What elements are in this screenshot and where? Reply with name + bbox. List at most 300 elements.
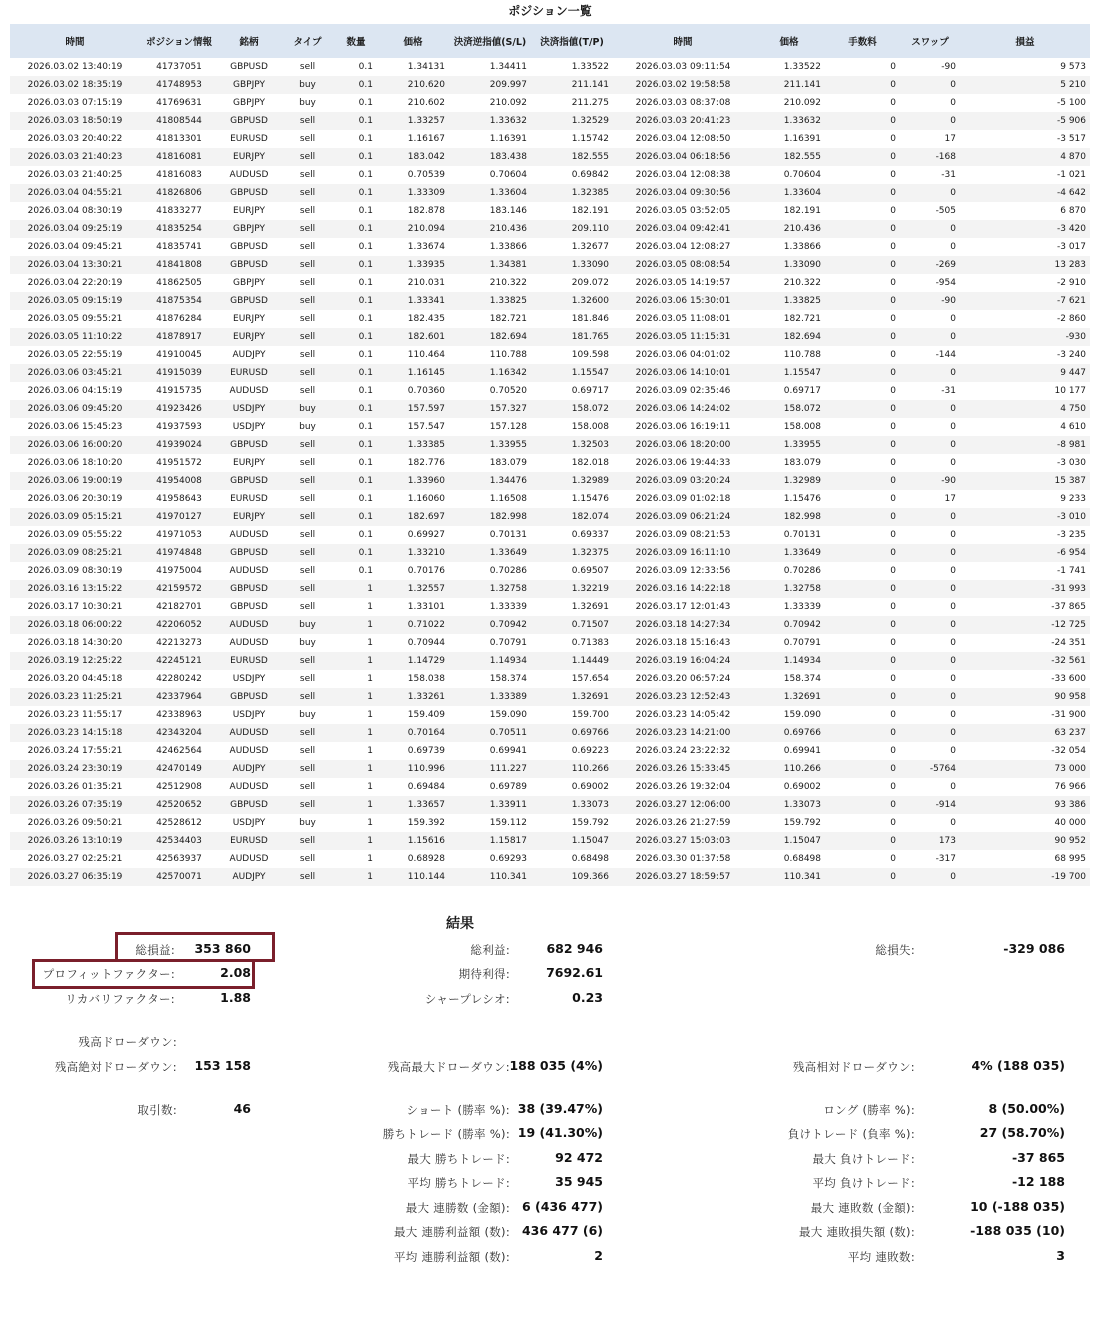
cell-close-time: 2026.03.09 12:33:56 bbox=[635, 566, 731, 576]
cell-position-id: 41835254 bbox=[140, 220, 218, 238]
cell-type: sell bbox=[280, 544, 335, 562]
cell-open-price: 1.33341 bbox=[377, 292, 449, 310]
cell-type: sell bbox=[299, 350, 316, 360]
col-header-close-price[interactable]: 価格 bbox=[753, 24, 825, 58]
cell-type: buy bbox=[299, 710, 316, 720]
table-row[interactable] bbox=[10, 778, 1090, 796]
cell-swap: 0 bbox=[900, 220, 960, 238]
cell-open-price: 159.392 bbox=[407, 818, 445, 828]
average-profit-trade-value: 35 945 bbox=[555, 1174, 603, 1189]
cell-swap: 0 bbox=[900, 364, 960, 382]
cell-open-time: 2026.03.06 15:45:23 bbox=[27, 422, 123, 432]
cell-open-price: 0.69739 bbox=[407, 746, 445, 756]
table-row[interactable] bbox=[10, 256, 1090, 274]
cell-open-price: 0.69927 bbox=[407, 530, 445, 540]
cell-symbol: GBPUSD bbox=[230, 62, 268, 72]
cell-symbol: AUDUSD bbox=[229, 530, 269, 540]
max-consecutive-wins-value: 6 (436 477) bbox=[521, 1199, 603, 1214]
cell-open-time: 2026.03.24 17:55:21 bbox=[27, 746, 123, 756]
sharpe-ratio-label: シャープレシオ: bbox=[424, 992, 510, 1006]
cell-type: sell bbox=[280, 436, 335, 454]
cell-swap: -168 bbox=[900, 148, 960, 166]
cell-symbol: EURUSD bbox=[230, 494, 268, 504]
cell-open-time: 2026.03.09 05:55:22 bbox=[27, 530, 123, 540]
cell-close-time: 2026.03.06 14:24:02 bbox=[613, 400, 753, 418]
cell-close-price: 158.374 bbox=[783, 674, 821, 684]
cell-type: sell bbox=[299, 566, 316, 576]
cell-close-time: 2026.03.06 16:19:11 bbox=[635, 422, 731, 432]
table-row[interactable] bbox=[10, 76, 1090, 94]
cell-close-time: 2026.03.17 12:01:43 bbox=[635, 602, 731, 612]
cell-swap: 0 bbox=[900, 400, 960, 418]
short-trades-value: 38 (39.47%) bbox=[517, 1101, 603, 1116]
table-row[interactable] bbox=[10, 814, 1090, 832]
max-consecutive-losses-label: 最大 連敗数 (金額): bbox=[810, 1201, 915, 1215]
cell-type: sell bbox=[280, 148, 335, 166]
col-header-symbol[interactable]: 銘柄 bbox=[218, 24, 280, 58]
cell-swap: -31 bbox=[941, 386, 956, 396]
cell-close-time: 2026.03.27 18:59:57 bbox=[613, 868, 753, 886]
cell-position-id: 41915039 bbox=[140, 364, 218, 382]
cell-position-id: 41813301 bbox=[156, 134, 202, 144]
cell-stop-loss: 1.33649 bbox=[449, 544, 531, 562]
table-row[interactable] bbox=[10, 364, 1090, 382]
cell-symbol: AUDJPY bbox=[218, 760, 280, 778]
cell-take-profit: 1.32385 bbox=[531, 184, 613, 202]
cell-take-profit: 0.69507 bbox=[571, 566, 609, 576]
cell-symbol: EURUSD bbox=[218, 652, 280, 670]
table-row[interactable] bbox=[10, 796, 1090, 814]
cell-profit: 90 958 bbox=[960, 688, 1090, 706]
table-row[interactable] bbox=[10, 616, 1090, 634]
table-row[interactable] bbox=[10, 526, 1090, 544]
cell-take-profit: 0.69842 bbox=[571, 170, 609, 180]
cell-stop-loss: 110.341 bbox=[449, 868, 531, 886]
cell-volume: 0.1 bbox=[335, 76, 377, 94]
cell-type: sell bbox=[299, 602, 316, 612]
table-row[interactable] bbox=[10, 148, 1090, 166]
cell-swap: -505 bbox=[935, 206, 956, 216]
cell-profit: 6 870 bbox=[1060, 206, 1086, 216]
cell-close-price: 1.32989 bbox=[753, 472, 825, 490]
cell-stop-loss: 1.16508 bbox=[489, 494, 527, 504]
cell-open-price: 1.33385 bbox=[377, 436, 449, 454]
cell-swap: 0 bbox=[950, 746, 956, 756]
cell-profit: -5 906 bbox=[960, 112, 1090, 130]
cell-swap: -31 bbox=[941, 170, 956, 180]
cell-swap: 0 bbox=[950, 458, 956, 468]
cell-volume: 0.1 bbox=[335, 328, 377, 346]
cell-profit: 5 210 bbox=[960, 76, 1090, 94]
long-trades-label: ロング (勝率 %): bbox=[823, 1103, 915, 1117]
cell-close-price: 1.33073 bbox=[753, 796, 825, 814]
cell-position-id: 41816081 bbox=[140, 148, 218, 166]
table-row[interactable] bbox=[10, 652, 1090, 670]
table-row[interactable] bbox=[10, 220, 1090, 238]
cell-close-price: 0.70131 bbox=[783, 530, 821, 540]
cell-take-profit: 0.71507 bbox=[531, 616, 613, 634]
cell-commission: 0 bbox=[825, 868, 900, 886]
cell-volume: 0.1 bbox=[358, 314, 373, 324]
cell-close-time: 2026.03.05 14:19:57 bbox=[635, 278, 731, 288]
cell-take-profit: 109.598 bbox=[571, 350, 609, 360]
table-row[interactable] bbox=[10, 508, 1090, 526]
average-consecutive-losses-label: 平均 連敗数: bbox=[847, 1250, 915, 1264]
cell-type: sell bbox=[299, 242, 316, 252]
cell-open-price: 183.042 bbox=[377, 148, 449, 166]
cell-commission: 0 bbox=[825, 544, 900, 562]
table-row[interactable] bbox=[10, 94, 1090, 112]
cell-stop-loss: 0.70511 bbox=[449, 724, 531, 742]
table-row[interactable] bbox=[10, 544, 1090, 562]
largest-profit-trade-value: 92 472 bbox=[555, 1150, 603, 1165]
cell-open-price: 1.33101 bbox=[407, 602, 445, 612]
cell-open-time: 2026.03.06 18:10:20 bbox=[27, 458, 123, 468]
cell-symbol: USDJPY bbox=[232, 422, 266, 432]
cell-swap: -269 bbox=[900, 256, 960, 274]
table-row[interactable] bbox=[10, 400, 1090, 418]
cell-symbol: EURUSD bbox=[218, 832, 280, 850]
table-row[interactable] bbox=[10, 850, 1090, 868]
cell-position-id: 41915735 bbox=[156, 386, 202, 396]
table-row[interactable] bbox=[10, 472, 1090, 490]
cell-profit: -6 954 bbox=[960, 544, 1090, 562]
cell-take-profit: 0.69337 bbox=[571, 530, 609, 540]
cell-swap: 0 bbox=[950, 242, 956, 252]
table-row[interactable] bbox=[10, 202, 1090, 220]
cell-commission: 0 bbox=[825, 148, 900, 166]
cell-type: buy bbox=[280, 616, 335, 634]
cell-profit: 13 283 bbox=[960, 256, 1090, 274]
cell-close-price: 182.694 bbox=[753, 328, 825, 346]
table-row[interactable] bbox=[10, 58, 1090, 76]
cell-stop-loss: 1.32758 bbox=[449, 580, 531, 598]
cell-close-price: 159.090 bbox=[783, 710, 821, 720]
cell-take-profit: 0.68498 bbox=[571, 854, 609, 864]
cell-close-price: 0.70942 bbox=[753, 616, 825, 634]
table-row[interactable] bbox=[10, 760, 1090, 778]
cell-stop-loss: 1.14934 bbox=[449, 652, 531, 670]
cell-type: sell bbox=[280, 652, 335, 670]
table-row[interactable] bbox=[10, 130, 1090, 148]
cell-type: sell bbox=[299, 494, 316, 504]
cell-position-id: 42245121 bbox=[140, 652, 218, 670]
table-row[interactable] bbox=[10, 634, 1090, 652]
cell-stop-loss: 157.327 bbox=[449, 400, 531, 418]
cell-type: sell bbox=[299, 206, 316, 216]
cell-open-price: 182.697 bbox=[377, 508, 449, 526]
cell-profit: -7 621 bbox=[960, 292, 1090, 310]
cell-close-price: 0.69717 bbox=[783, 386, 821, 396]
table-row[interactable] bbox=[10, 868, 1090, 886]
col-header-stop-loss[interactable]: 決済逆指値(S/L) bbox=[449, 24, 531, 58]
table-row[interactable] bbox=[10, 328, 1090, 346]
table-row[interactable] bbox=[10, 562, 1090, 580]
cell-open-time: 2026.03.03 18:50:19 bbox=[10, 112, 140, 130]
cell-open-price: 157.597 bbox=[377, 400, 449, 418]
average-consecutive-wins-label: 平均 連勝利益額 (数): bbox=[393, 1250, 510, 1264]
cell-open-price: 0.69484 bbox=[407, 782, 445, 792]
cell-take-profit: 159.700 bbox=[571, 710, 609, 720]
cell-close-price: 182.191 bbox=[783, 206, 821, 216]
cell-position-id: 41923426 bbox=[140, 400, 218, 418]
table-row[interactable] bbox=[10, 724, 1090, 742]
cell-position-id: 41835741 bbox=[156, 242, 202, 252]
cell-close-time: 2026.03.09 02:35:46 bbox=[635, 386, 731, 396]
cell-close-time: 2026.03.27 12:06:00 bbox=[613, 796, 753, 814]
cell-type: sell bbox=[280, 112, 335, 130]
total-net-profit-value: 353 860 bbox=[194, 941, 251, 956]
cell-symbol: GBPUSD bbox=[218, 256, 280, 274]
cell-volume: 0.1 bbox=[358, 62, 373, 72]
table-header-row bbox=[10, 24, 1090, 58]
cell-position-id: 42462564 bbox=[156, 746, 202, 756]
table-row[interactable] bbox=[10, 454, 1090, 472]
cell-symbol: GBPJPY bbox=[233, 278, 265, 288]
cell-take-profit: 1.32989 bbox=[531, 472, 613, 490]
cell-type: buy bbox=[299, 818, 316, 828]
cell-position-id: 41816083 bbox=[156, 170, 202, 180]
cell-stop-loss: 183.146 bbox=[489, 206, 527, 216]
cell-symbol: AUDJPY bbox=[232, 350, 266, 360]
cell-symbol: EURJPY bbox=[233, 314, 265, 324]
cell-stop-loss: 0.70520 bbox=[489, 386, 527, 396]
cell-take-profit: 182.191 bbox=[571, 206, 609, 216]
cell-stop-loss: 0.70286 bbox=[489, 566, 527, 576]
cell-close-time: 2026.03.04 09:42:41 bbox=[613, 220, 753, 238]
cell-position-id: 42520652 bbox=[140, 796, 218, 814]
col-header-open-time[interactable]: 時間 bbox=[10, 24, 140, 58]
cell-position-id: 41971053 bbox=[156, 530, 202, 540]
cell-open-price: 0.70176 bbox=[407, 566, 445, 576]
cell-stop-loss: 1.34381 bbox=[449, 256, 531, 274]
cell-volume: 1 bbox=[335, 760, 377, 778]
cell-symbol: GBPUSD bbox=[218, 436, 280, 454]
cell-swap: -90 bbox=[941, 62, 956, 72]
cell-profit: -33 600 bbox=[1051, 674, 1086, 684]
table-row[interactable] bbox=[10, 166, 1090, 184]
cell-type: sell bbox=[280, 580, 335, 598]
table-row[interactable] bbox=[10, 688, 1090, 706]
cell-open-time: 2026.03.04 09:25:19 bbox=[10, 220, 140, 238]
cell-swap: 0 bbox=[900, 544, 960, 562]
cell-symbol: AUDUSD bbox=[229, 746, 269, 756]
cell-close-price: 182.555 bbox=[753, 148, 825, 166]
cell-volume: 0.1 bbox=[358, 458, 373, 468]
cell-stop-loss: 1.33825 bbox=[449, 292, 531, 310]
cell-swap: 17 bbox=[944, 494, 956, 504]
cell-symbol: AUDUSD bbox=[229, 566, 269, 576]
col-header-commission[interactable]: 手数料 bbox=[825, 24, 900, 58]
cell-open-price: 1.33674 bbox=[407, 242, 445, 252]
cell-position-id: 41958643 bbox=[156, 494, 202, 504]
cell-position-id: 42528612 bbox=[156, 818, 202, 828]
cell-type: buy bbox=[299, 422, 316, 432]
cell-symbol: EURJPY bbox=[233, 458, 265, 468]
average-loss-trade-label: 平均 負けトレード: bbox=[812, 1176, 915, 1190]
table-row[interactable] bbox=[10, 670, 1090, 688]
cell-close-price: 1.33604 bbox=[753, 184, 825, 202]
cell-open-price: 110.996 bbox=[377, 760, 449, 778]
table-row[interactable] bbox=[10, 184, 1090, 202]
cell-profit: -1 741 bbox=[1056, 566, 1086, 576]
cell-stop-loss: 1.33955 bbox=[449, 436, 531, 454]
cell-stop-loss: 1.33339 bbox=[489, 602, 527, 612]
cell-take-profit: 1.32503 bbox=[531, 436, 613, 454]
cell-symbol: GBPJPY bbox=[218, 220, 280, 238]
cell-commission: 0 bbox=[890, 170, 896, 180]
cell-swap: 0 bbox=[900, 616, 960, 634]
cell-stop-loss: 1.33632 bbox=[449, 112, 531, 130]
cell-volume: 0.1 bbox=[335, 544, 377, 562]
cell-volume: 1 bbox=[335, 868, 377, 886]
cell-close-price: 0.69766 bbox=[753, 724, 825, 742]
table-row[interactable] bbox=[10, 598, 1090, 616]
col-header-swap[interactable]: スワップ bbox=[900, 24, 960, 58]
cell-volume: 0.1 bbox=[358, 134, 373, 144]
cell-position-id: 41951572 bbox=[156, 458, 202, 468]
cell-commission: 0 bbox=[825, 184, 900, 202]
cell-commission: 0 bbox=[825, 652, 900, 670]
cell-take-profit: 1.15047 bbox=[531, 832, 613, 850]
cell-open-time: 2026.03.06 20:30:19 bbox=[27, 494, 123, 504]
cell-close-time: 2026.03.09 03:20:24 bbox=[613, 472, 753, 490]
table-row[interactable] bbox=[10, 382, 1090, 400]
table-row[interactable] bbox=[10, 238, 1090, 256]
cell-close-price: 210.322 bbox=[783, 278, 821, 288]
cell-stop-loss: 0.70942 bbox=[449, 616, 531, 634]
cell-type: sell bbox=[299, 314, 316, 324]
table-row[interactable] bbox=[10, 310, 1090, 328]
short-trades-label: ショート (勝率 %): bbox=[406, 1103, 510, 1117]
cell-open-price: 159.409 bbox=[407, 710, 445, 720]
cell-symbol: GBPUSD bbox=[230, 602, 268, 612]
table-row[interactable] bbox=[10, 346, 1090, 364]
cell-close-time: 2026.03.06 15:30:01 bbox=[613, 292, 753, 310]
cell-open-price: 1.33657 bbox=[377, 796, 449, 814]
table-row[interactable] bbox=[10, 436, 1090, 454]
cell-stop-loss: 1.16342 bbox=[449, 364, 531, 382]
cell-commission: 0 bbox=[825, 220, 900, 238]
cell-open-price: 0.70539 bbox=[407, 170, 445, 180]
cell-position-id: 41875354 bbox=[140, 292, 218, 310]
max-consecutive-wins-label: 最大 連勝数 (金額): bbox=[405, 1201, 510, 1215]
cell-profit: -3 010 bbox=[960, 508, 1090, 526]
cell-symbol: AUDUSD bbox=[229, 386, 269, 396]
table-row[interactable] bbox=[10, 418, 1090, 436]
cell-take-profit: 157.654 bbox=[571, 674, 609, 684]
results-title: 結果 bbox=[446, 916, 474, 932]
cell-close-time: 2026.03.19 16:04:24 bbox=[613, 652, 753, 670]
cell-take-profit: 1.32529 bbox=[531, 112, 613, 130]
table-row[interactable] bbox=[10, 112, 1090, 130]
cell-position-id: 41862505 bbox=[156, 278, 202, 288]
cell-profit: -3 030 bbox=[1056, 458, 1086, 468]
cell-open-time: 2026.03.24 23:30:19 bbox=[10, 760, 140, 778]
cell-open-time: 2026.03.20 04:45:18 bbox=[27, 674, 123, 684]
cell-profit: -3 517 bbox=[1056, 134, 1086, 144]
cell-take-profit: 1.33522 bbox=[571, 62, 609, 72]
cell-profit: 40 000 bbox=[1054, 818, 1086, 828]
cell-volume: 0.1 bbox=[335, 184, 377, 202]
cell-open-time: 2026.03.03 21:40:23 bbox=[10, 148, 140, 166]
col-header-volume[interactable]: 数量 bbox=[335, 24, 377, 58]
cell-stop-loss: 1.33389 bbox=[449, 688, 531, 706]
cell-close-time: 2026.03.04 12:08:38 bbox=[635, 170, 731, 180]
table-row[interactable] bbox=[10, 706, 1090, 724]
cell-open-price: 110.464 bbox=[407, 350, 445, 360]
cell-position-id: 41833277 bbox=[156, 206, 202, 216]
cell-close-time: 2026.03.04 12:08:27 bbox=[635, 242, 731, 252]
gross-profit-label: 総利益: bbox=[470, 943, 510, 957]
cell-profit: 10 177 bbox=[1054, 386, 1086, 396]
cell-close-price: 0.69941 bbox=[783, 746, 821, 756]
cell-take-profit: 1.14449 bbox=[531, 652, 613, 670]
cell-commission: 0 bbox=[890, 278, 896, 288]
cell-commission: 0 bbox=[890, 638, 896, 648]
cell-stop-loss: 110.788 bbox=[489, 350, 527, 360]
cell-volume: 0.1 bbox=[358, 242, 373, 252]
cell-commission: 0 bbox=[825, 256, 900, 274]
table-row[interactable] bbox=[10, 490, 1090, 508]
cell-profit: -3 420 bbox=[960, 220, 1090, 238]
cell-close-time: 2026.03.05 11:08:01 bbox=[635, 314, 731, 324]
cell-swap: -144 bbox=[935, 350, 956, 360]
cell-position-id: 42159572 bbox=[140, 580, 218, 598]
cell-close-time: 2026.03.24 23:22:32 bbox=[635, 746, 731, 756]
cell-stop-loss: 0.69789 bbox=[489, 782, 527, 792]
cell-close-price: 1.33955 bbox=[753, 436, 825, 454]
cell-stop-loss: 210.322 bbox=[489, 278, 527, 288]
col-header-position[interactable]: ポジション情報 bbox=[140, 24, 218, 58]
recovery-factor-label: リカバリファクター: bbox=[65, 992, 175, 1006]
balance-dd-maximal-value: 188 035 (4%) bbox=[509, 1058, 603, 1073]
cell-volume: 1 bbox=[367, 638, 373, 648]
cell-close-time: 2026.03.09 08:21:53 bbox=[635, 530, 731, 540]
recovery-factor-value: 1.88 bbox=[220, 990, 251, 1005]
col-header-open-price[interactable]: 価格 bbox=[377, 24, 449, 58]
cell-volume: 0.1 bbox=[358, 566, 373, 576]
table-row[interactable] bbox=[10, 580, 1090, 598]
cell-stop-loss: 1.16391 bbox=[489, 134, 527, 144]
cell-symbol: AUDUSD bbox=[229, 170, 269, 180]
table-row[interactable] bbox=[10, 274, 1090, 292]
balance-dd-relative-label: 残高相対ドローダウン: bbox=[792, 1060, 915, 1074]
cell-position-id: 41826806 bbox=[140, 184, 218, 202]
cell-open-price: 210.094 bbox=[377, 220, 449, 238]
cell-stop-loss: 159.090 bbox=[489, 710, 527, 720]
cell-symbol: USDJPY bbox=[232, 710, 266, 720]
largest-loss-trade-value: -37 865 bbox=[1011, 1150, 1065, 1165]
cell-commission: 0 bbox=[890, 854, 896, 864]
col-header-take-profit[interactable]: 決済指値(T/P) bbox=[531, 24, 613, 58]
col-header-profit[interactable]: 損益 bbox=[960, 24, 1090, 58]
table-row[interactable] bbox=[10, 832, 1090, 850]
col-header-type[interactable]: タイプ bbox=[280, 24, 335, 58]
cell-take-profit: 110.266 bbox=[531, 760, 613, 778]
cell-profit: -32 054 bbox=[1051, 746, 1086, 756]
cell-swap: 0 bbox=[950, 98, 956, 108]
cell-stop-loss: 158.374 bbox=[489, 674, 527, 684]
table-row[interactable] bbox=[10, 742, 1090, 760]
cell-profit: -2 860 bbox=[1056, 314, 1086, 324]
col-header-close-time[interactable]: 時間 bbox=[613, 24, 753, 58]
cell-commission: 0 bbox=[890, 350, 896, 360]
cell-volume: 0.1 bbox=[358, 170, 373, 180]
cell-commission: 0 bbox=[890, 602, 896, 612]
cell-take-profit: 1.33073 bbox=[531, 796, 613, 814]
table-row[interactable] bbox=[10, 292, 1090, 310]
